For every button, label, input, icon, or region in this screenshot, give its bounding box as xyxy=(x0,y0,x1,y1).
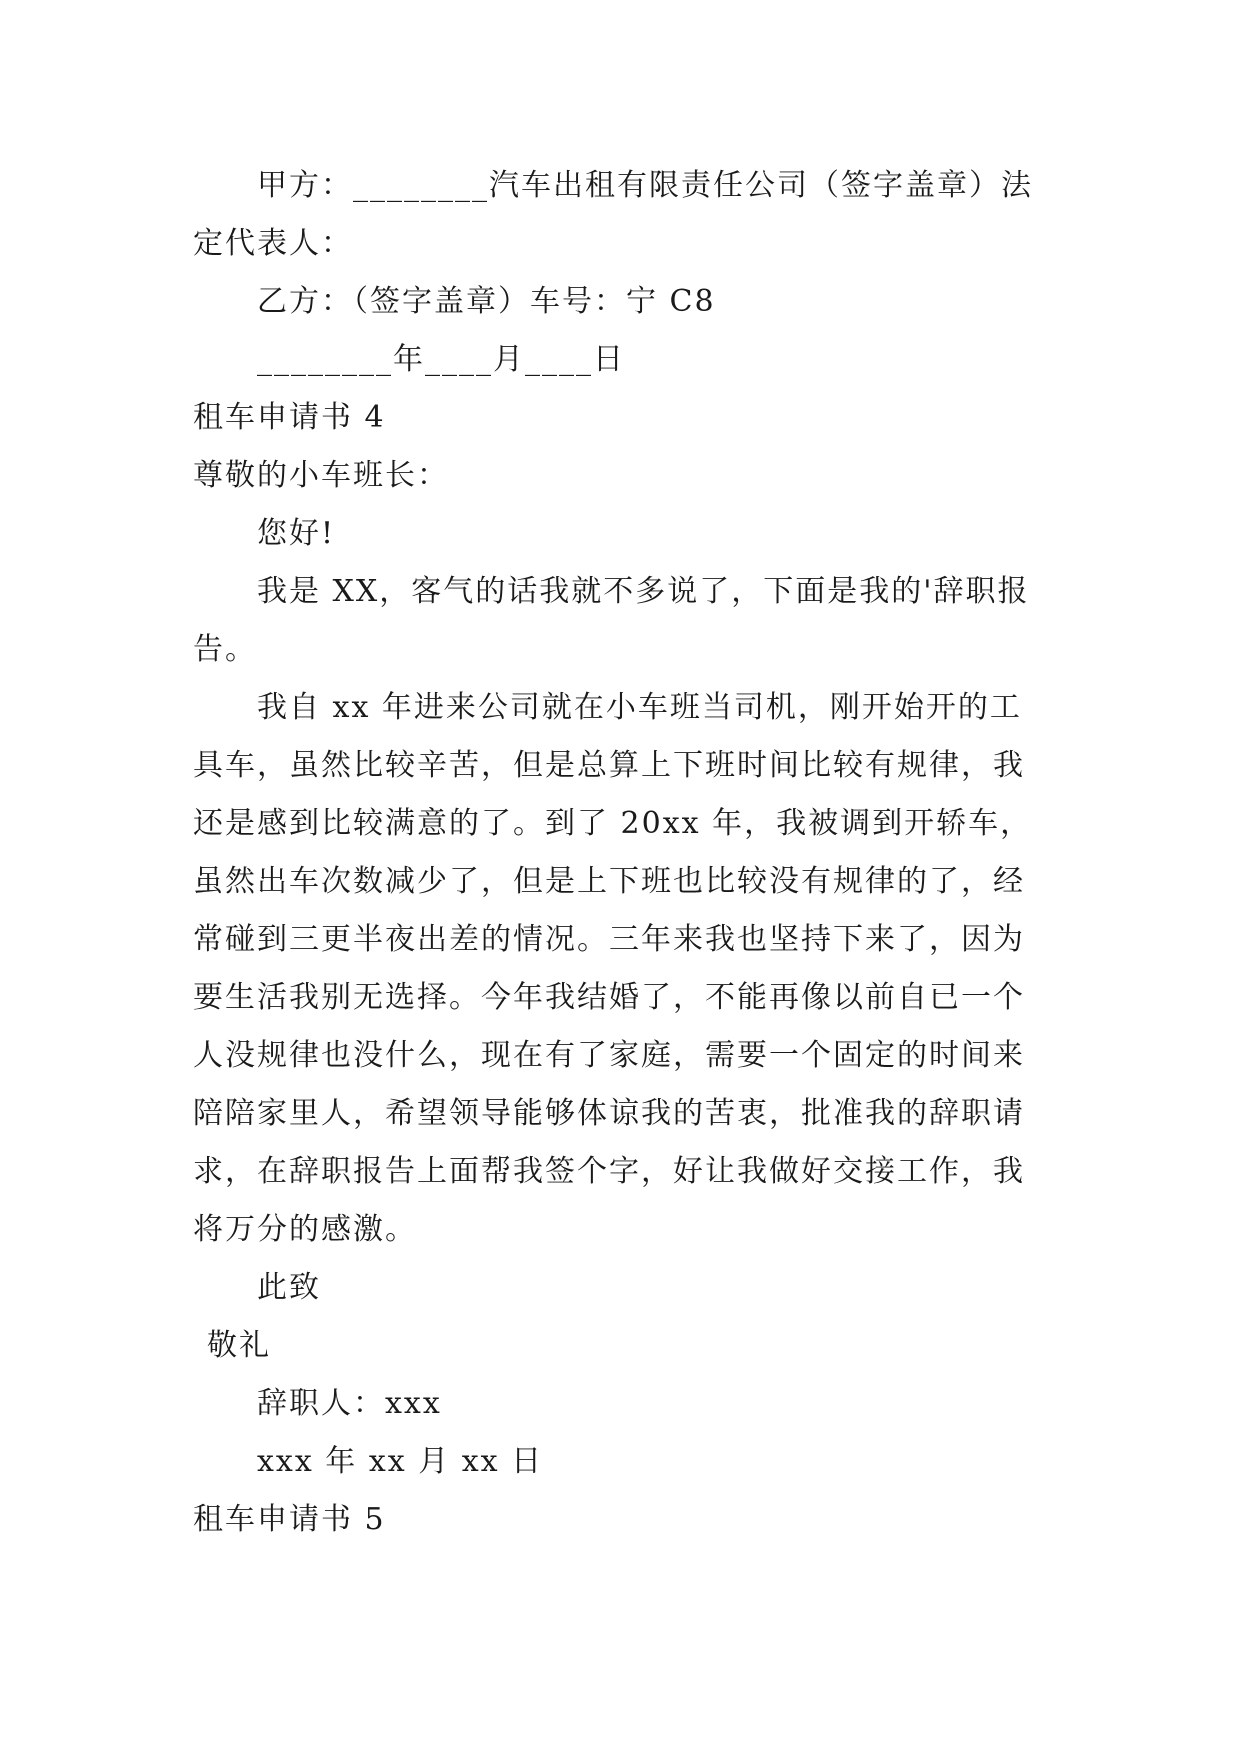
intro-line-2: 告。 xyxy=(193,632,257,667)
closing-line-2: 敬礼 xyxy=(207,1328,271,1363)
body-line: 具车，虽然比较辛苦，但是总算上下班时间比较有规律，我 xyxy=(193,748,1025,783)
body-line: 陪陪家里人，希望领导能够体谅我的苦衷，批准我的辞职请 xyxy=(193,1096,1025,1131)
body-line: 要生活我别无选择。今年我结婚了，不能再像以前自已一个 xyxy=(193,980,1025,1015)
signer-line: 辞职人：xxx xyxy=(257,1386,442,1421)
date-blank-line: ________年____月____日 xyxy=(257,342,625,377)
greeting: 您好! xyxy=(257,516,336,551)
signature-date: xxx 年 xx 月 xx 日 xyxy=(257,1444,544,1479)
section-heading-5: 租车申请书 5 xyxy=(193,1502,386,1537)
party-a-line-2: 定代表人： xyxy=(193,226,353,261)
party-b-line: 乙方：（签字盖章）车号：宁 C8 xyxy=(257,284,716,319)
body-line: 人没规律也没什么，现在有了家庭，需要一个固定的时间来 xyxy=(193,1038,1025,1073)
body-line: 虽然出车次数减少了，但是上下班也比较没有规律的了，经 xyxy=(193,864,1025,899)
salutation: 尊敬的小车班长： xyxy=(193,458,449,493)
closing-line-1: 此致 xyxy=(257,1270,321,1305)
body-line: 将万分的感激。 xyxy=(193,1212,417,1247)
body-line: 还是感到比较满意的了。到了 20xx 年，我被调到开轿车， xyxy=(193,806,1033,841)
body-line: 常碰到三更半夜出差的情况。三年来我也坚持下来了，因为 xyxy=(193,922,1025,957)
intro-line-1: 我是 XX，客气的话我就不多说了，下面是我的'辞职报 xyxy=(257,574,1030,609)
section-heading-4: 租车申请书 4 xyxy=(193,400,386,435)
party-a-line-1: 甲方：________汽车出租有限责任公司（签字盖章）法 xyxy=(257,168,1033,203)
body-line: 求，在辞职报告上面帮我签个字，好让我做好交接工作，我 xyxy=(193,1154,1025,1189)
body-line: 我自 xx 年进来公司就在小车班当司机，刚开始开的工 xyxy=(257,690,1022,725)
